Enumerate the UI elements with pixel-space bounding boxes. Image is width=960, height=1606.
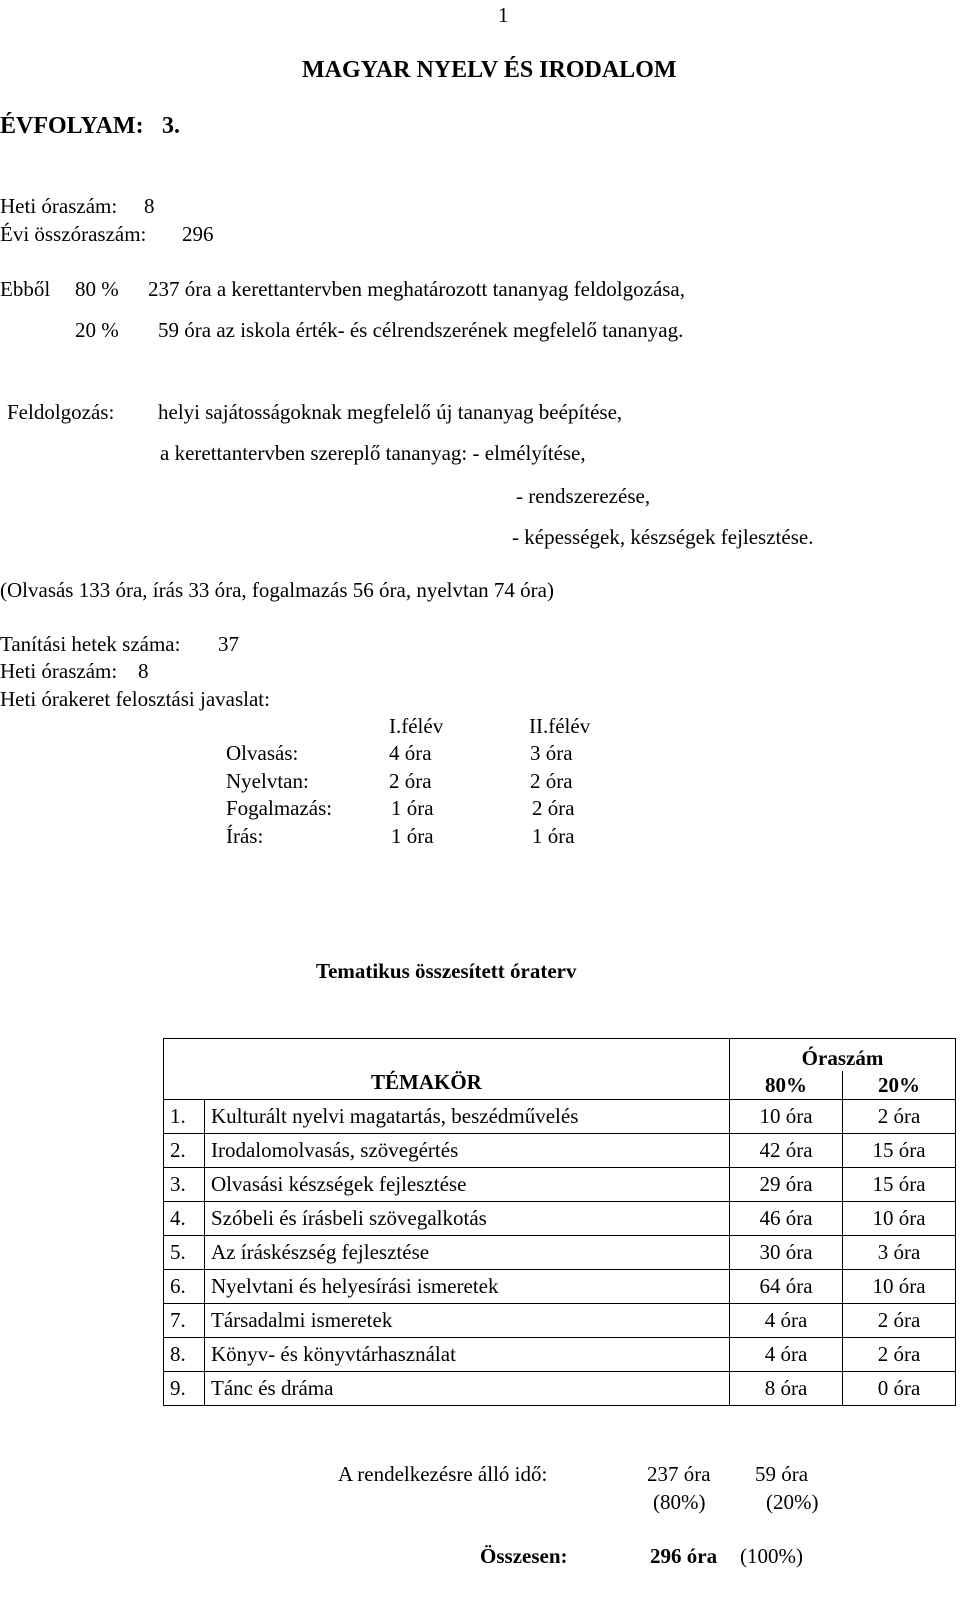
row-hours-80: 46 óra xyxy=(730,1202,843,1236)
table-row xyxy=(164,1236,956,1270)
weekly-hours-label: Heti óraszám: xyxy=(0,194,118,218)
row-number: 7. xyxy=(164,1304,205,1338)
split-pct-20: 20 % xyxy=(75,318,119,342)
table-row xyxy=(164,1134,956,1168)
grade-label: ÉVFOLYAM: xyxy=(0,113,144,139)
semester-1-hours: 1 óra xyxy=(391,824,434,848)
semester-1-hours: 2 óra xyxy=(389,769,432,793)
annual-hours-label: Évi összóraszám: xyxy=(0,222,147,246)
weekly-hours-value: 8 xyxy=(144,194,155,218)
row-hours-20: 2 óra xyxy=(843,1304,956,1338)
topics-table xyxy=(163,1038,956,1406)
row-number: 5. xyxy=(164,1236,205,1270)
semester-subject: Nyelvtan: xyxy=(226,769,309,793)
total-pct: (100%) xyxy=(740,1544,803,1568)
semester-subject: Olvasás: xyxy=(226,741,299,765)
row-number: 6. xyxy=(164,1270,205,1304)
split-label: Ebből xyxy=(0,277,51,301)
row-hours-80: 4 óra xyxy=(730,1304,843,1338)
processing-line-3: - rendszerezése, xyxy=(516,484,651,508)
split-pct-80: 80 % xyxy=(75,277,119,301)
semester-2-hours: 3 óra xyxy=(530,741,573,765)
semester-2-hours: 2 óra xyxy=(532,796,575,820)
pct-20-header: 20% xyxy=(843,1071,956,1100)
split-text-80: 237 óra a kerettantervben meghatározott tananyag feldolgozása, xyxy=(148,277,686,301)
semester-subject: Írás: xyxy=(226,824,264,848)
topic-header: TÉMAKÖR xyxy=(164,1039,730,1100)
row-topic: Olvasási készségek fejlesztése xyxy=(205,1168,730,1202)
row-hours-80: 4 óra xyxy=(730,1338,843,1372)
processing-line-4: - képességek, készségek fejlesztése. xyxy=(512,525,814,549)
proposal-label: Heti órakeret felosztási javaslat: xyxy=(0,687,270,711)
row-hours-80: 29 óra xyxy=(730,1168,843,1202)
row-number: 4. xyxy=(164,1202,205,1236)
row-hours-20: 2 óra xyxy=(843,1338,956,1372)
semester-2-header: II.félév xyxy=(529,714,591,738)
table-row xyxy=(164,1372,956,1406)
available-time-label: A rendelkezésre álló idő: xyxy=(338,1462,548,1486)
pct-80-header: 80% xyxy=(730,1071,843,1100)
row-topic: Könyv- és könyvtárhasználat xyxy=(205,1338,730,1372)
weekly-hours-value-2: 8 xyxy=(138,659,149,683)
row-number: 8. xyxy=(164,1338,205,1372)
grade-value: 3. xyxy=(162,113,180,139)
annual-hours-value: 296 xyxy=(182,222,214,246)
row-hours-20: 3 óra xyxy=(843,1236,956,1270)
available-time-80: 237 óra xyxy=(647,1462,711,1486)
processing-label: Feldolgozás: xyxy=(7,400,115,424)
row-hours-80: 10 óra xyxy=(730,1100,843,1134)
row-hours-20: 15 óra xyxy=(843,1168,956,1202)
row-topic: Társadalmi ismeretek xyxy=(205,1304,730,1338)
weekly-hours-label-2: Heti óraszám: xyxy=(0,659,118,683)
total-label: Összesen: xyxy=(480,1544,568,1568)
row-number: 1. xyxy=(164,1100,205,1134)
row-topic: Szóbeli és írásbeli szövegalkotás xyxy=(205,1202,730,1236)
page-title: MAGYAR NYELV ÉS IRODALOM xyxy=(302,57,677,83)
semester-1-header: I.félév xyxy=(389,714,444,738)
row-hours-20: 10 óra xyxy=(843,1270,956,1304)
available-time-20: 59 óra xyxy=(755,1462,809,1486)
row-number: 3. xyxy=(164,1168,205,1202)
table-row xyxy=(164,1304,956,1338)
hours-breakdown: (Olvasás 133 óra, írás 33 óra, fogalmazás 56 óra, nyelvtan 74 óra) xyxy=(0,578,554,602)
processing-line-1: helyi sajátosságoknak megfelelő új tananyag beépítése, xyxy=(158,400,623,424)
row-topic: Tánc és dráma xyxy=(205,1372,730,1406)
row-topic: Irodalomolvasás, szövegértés xyxy=(205,1134,730,1168)
semester-1-hours: 4 óra xyxy=(389,741,432,765)
semester-2-hours: 2 óra xyxy=(530,769,573,793)
split-text-20: 59 óra az iskola érték- és célrendszerének megfelelő tananyag. xyxy=(158,318,684,342)
semester-subject: Fogalmazás: xyxy=(226,796,333,820)
teaching-weeks-label: Tanítási hetek száma: xyxy=(0,632,181,656)
teaching-weeks-value: 37 xyxy=(218,632,239,656)
row-hours-80: 42 óra xyxy=(730,1134,843,1168)
row-number: 2. xyxy=(164,1134,205,1168)
table-row xyxy=(164,1270,956,1304)
row-hours-80: 8 óra xyxy=(730,1372,843,1406)
row-topic: Kulturált nyelvi magatartás, beszédművelés xyxy=(205,1100,730,1134)
processing-line-2: a kerettantervben szereplő tananyag: - elmélyítése, xyxy=(160,441,586,465)
row-number: 9. xyxy=(164,1372,205,1406)
table-row xyxy=(164,1168,956,1202)
available-time-80-pct: (80%) xyxy=(653,1490,706,1514)
semester-2-hours: 1 óra xyxy=(532,824,575,848)
row-hours-20: 10 óra xyxy=(843,1202,956,1236)
available-time-20-pct: (20%) xyxy=(766,1490,819,1514)
row-hours-20: 15 óra xyxy=(843,1134,956,1168)
table-header-row xyxy=(164,1039,956,1072)
row-hours-80: 30 óra xyxy=(730,1236,843,1270)
semester-1-hours: 1 óra xyxy=(391,796,434,820)
page-number: 1 xyxy=(498,3,509,27)
row-hours-20: 0 óra xyxy=(843,1372,956,1406)
row-hours-20: 2 óra xyxy=(843,1100,956,1134)
thematic-title: Tematikus összesített óraterv xyxy=(316,959,577,983)
table-row xyxy=(164,1338,956,1372)
row-topic: Nyelvtani és helyesírási ismeretek xyxy=(205,1270,730,1304)
hours-header: Óraszám xyxy=(730,1039,956,1072)
row-topic: Az íráskészség fejlesztése xyxy=(205,1236,730,1270)
total-value: 296 óra xyxy=(650,1544,718,1568)
table-row xyxy=(164,1202,956,1236)
row-hours-80: 64 óra xyxy=(730,1270,843,1304)
table-row xyxy=(164,1100,956,1134)
